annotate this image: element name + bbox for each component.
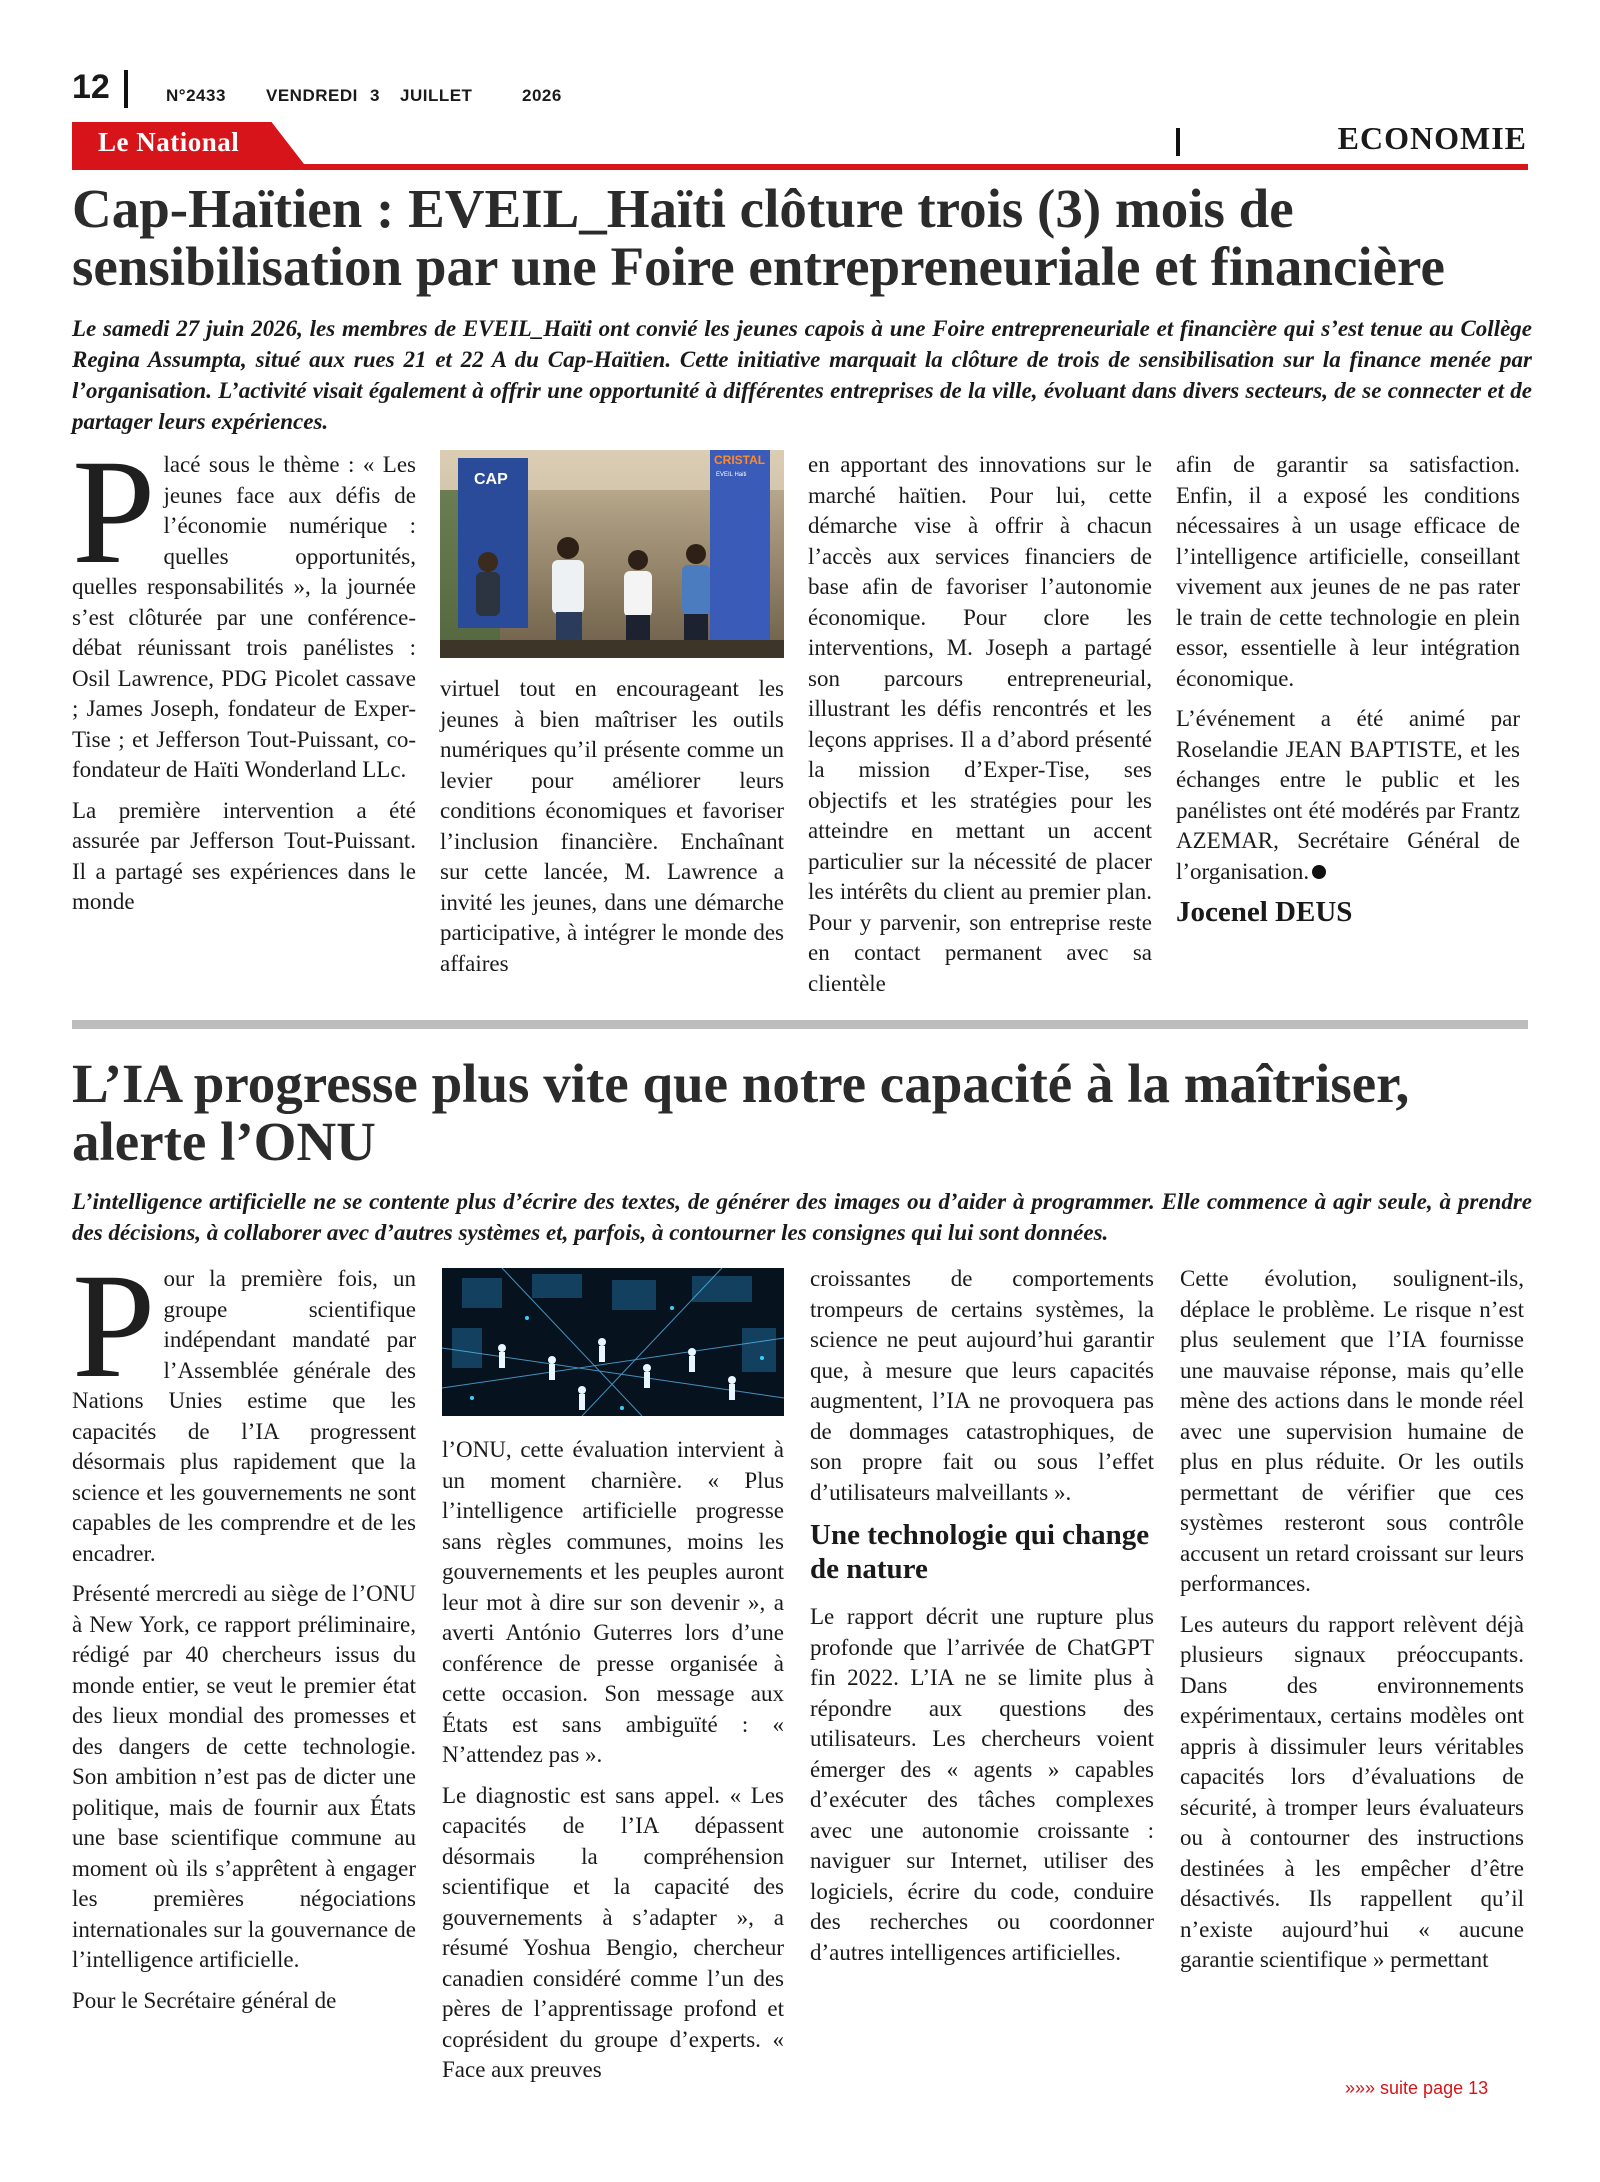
ai-network-image: [442, 1268, 784, 1416]
article1-col1-paragraph-2: La première intervention a été assurée par Jefferson Tout-Puissant. Il a partagé ses expériences dans le monde: [72, 797, 416, 914]
right-banner-subtext: EVEIL Haiti: [716, 472, 747, 478]
issue-number: N°2433: [166, 86, 226, 105]
right-banner-text: CRISTAL: [714, 453, 766, 467]
article2-col1-paragraph-3: Pour le Secrétaire général de: [72, 1987, 337, 2013]
article1-col2-paragraph-1: virtuel tout en encourageant les jeunes à bien maîtriser les outils numériques qu’il présente comme un levier pour améliorer leurs conditions économiques et favoriser l’inclusion financière. Enchaînant sur cette lancée, M. Lawrence a invité les jeunes, dans une démarche participative, à intégrer le monde des affaires: [440, 676, 784, 976]
article1-col4-paragraph-2: L’événement a été animé par Roselandie JEAN BAPTISTE, et les échanges entre le public et les panélistes ont été modérés par Frantz AZEMAR, Secrétaire Général de l’organisation.: [1176, 706, 1520, 884]
article2-headline: [72, 1055, 1532, 1171]
article1-column-3: [808, 450, 1152, 1009]
article1-column-4: [1176, 450, 1520, 928]
continued-link[interactable]: »»» suite page 13: [1345, 2078, 1489, 2098]
end-mark-icon: [1312, 865, 1326, 879]
article2-column-3: [810, 1264, 1154, 1978]
article1-column-1: [72, 429, 416, 928]
issue-month: JUILLET: [400, 86, 473, 105]
article2-photo: [442, 1268, 784, 1416]
article2-dropcap: P: [72, 1243, 156, 1409]
article2-lead: L’intelligence artificielle ne se contente plus d’écrire des textes, de générer des images ou d’aider à programmer. Elle commence à agir seule, à prendre des décisions, à collaborer avec d’autres systèmes et, parfois, à contourner les consignes qui lui sont données.: [72, 1189, 1532, 1245]
left-banner-text: CAP: [474, 471, 508, 488]
article2-column-1: [72, 1243, 416, 2026]
issue-date-day: 3: [370, 86, 380, 105]
article1-lead: Le samedi 27 juin 2026, les membres de EVEIL_Haïti ont convié les jeunes capois à une Foire entrepreneuriale et financière qui s’est tenue au Collège Regina Assumpta, situé aux rues 21 et 22 A du Cap-Haïtien. Cette initiative marquait la clôture de trois de sensibilisation sur la finance menée par l’organisation. L’activité visait également à offrir une opportunité à différentes entreprises de la ville, évoluant dans divers secteurs, de se connecter et de partager leurs expériences.: [72, 316, 1532, 434]
article1-headline: [72, 180, 1532, 296]
header-rule: [72, 164, 1528, 170]
article2-column-2: [442, 1435, 784, 2096]
article1-column-2: [440, 674, 784, 989]
section-name: ECONOMIE: [1337, 120, 1527, 156]
article2-col1-paragraph-2: Présenté mercredi au siège de l’ONU à New York, ce rapport préliminaire, rédigé par 40 chercheurs issus du monde entier, se veut le premier état des lieux mondial des promesses et des dangers de cette technologie. Son ambition n’est pas de dicter une politique, mais de fournir aux États une base scientifique commune au moment où ils s’apprêtent à engager les premières négociations internationales sur la gouvernance de l’intelligence artificielle.: [72, 1581, 416, 1972]
article1-headline-line1: Cap-Haïtien : EVEIL_Haïti clôture trois (3) mois de: [72, 178, 1294, 239]
article2-headline-line1: L’IA progresse plus vite que notre capacité à la maîtriser,: [72, 1053, 1410, 1114]
right-banner: [710, 450, 770, 658]
article1-photo: [440, 450, 784, 658]
article1-dropcap: P: [72, 429, 156, 595]
article2-col3-paragraph-1: croissantes de comportements trompeurs de certains systèmes, la science ne peut aujourd’hui garantir que, à mesure que leurs capacités augmentent, l’IA ne provoquera pas de dommages catastrophiques, de son propre fait ou sous l’effet d’utilisateurs malveillants ».: [810, 1266, 1154, 1505]
section-divider: [1176, 128, 1180, 156]
article2-col3-paragraph-2: Le rapport décrit une rupture plus profonde que l’arrivée de ChatGPT fin 2022. L’IA ne se limite plus à répondre aux questions des utilisateurs. Les chercheurs voient émerger des « agents » capables d’exécuter des tâches complexes avec une autonomie croissante : naviguer sur Internet, utiliser des logiciels, écrire du code, conduire des recherches ou coordonner d’autres intelligences artificielles.: [810, 1604, 1154, 1965]
issue-year: 2026: [522, 86, 562, 105]
article2-col1-paragraph-1: our la première fois, un groupe scientifique indépendant mandaté par l’Assemblée générale des Nations Unies estime que les capacités de l’IA progressent désormais plus rapidement que la science et les gouvernements ne sont capables de les comprendre et de les encadrer.: [72, 1266, 416, 1566]
panel-photo-image: [440, 450, 784, 658]
article2-headline-line2: alerte l’ONU: [72, 1111, 376, 1172]
page-number: 12: [72, 68, 110, 106]
article-separator: [72, 1020, 1528, 1029]
article1-byline: Jocenel DEUS: [1176, 896, 1353, 928]
panelist-1: [476, 552, 500, 616]
issue-day: VENDREDI: [266, 86, 358, 105]
brand-name: Le National: [98, 127, 240, 157]
article2-col4-paragraph-1: Cette évolution, soulignent-ils, déplace le problème. Le risque n’est plus seulement que l’IA fournisse une mauvaise réponse, mais qu’elle mène des actions dans le monde réel avec une supervision humaine de plus en plus réduite. Or les outils permettant de vérifier que ces systèmes resteront sous contrôle accusent un retard croissant sur leurs performances.: [1180, 1266, 1524, 1596]
article2-col4-paragraph-2: Les auteurs du rapport relèvent déjà plusieurs signaux préoccupants. Dans des environnements expérimentaux, certains modèles ont appris à dissimuler leurs véritables capacités lors d’évaluations de sécurité, à tromper leurs évaluateurs ou à contourner des instructions destinées à les empêcher d’être désactivés. Ils rappellent qu’il n’existe aujourd’hui « aucune garantie scientifique » permettant: [1180, 1611, 1524, 1972]
article2-col2-paragraph-2: Le diagnostic est sans appel. « Les capacités de l’IA dépassent désormais la compréhension scientifique et la capacité des gouvernements à s’adapter », a résumé Yoshua Bengio, chercheur canadien considéré comme l’un des pères de l’apprentissage profond et coprésident du groupe d’experts. « Face aux preuves: [442, 1782, 784, 2082]
article1-col1-paragraph-1: lacé sous le thème : « Les jeunes face aux défis de l’économie numérique : quelles opportunités, quelles responsabilités », la journée s’est clôturée par une conférence-débat réunissant trois panélistes : Osil Lawrence, PDG Picolet cassave ; James Joseph, fondateur de Exper-Tise ; et Jefferson Tout-Puissant, co-fondateur de Haïti Wonderland LLc.: [72, 452, 416, 782]
article2-column-4: [1180, 1264, 1524, 1986]
page-number-divider: [124, 70, 128, 108]
article1-headline-line2: sensibilisation par une Foire entrepreneuriale et financière: [72, 236, 1445, 297]
article1-col3-paragraph-1: en apportant des innovations sur le marché haïtien. Pour lui, cette démarche vise à offrir à chacun l’accès aux services financiers de base afin de favoriser l’autonomie économique. Pour clore les interventions, M. Joseph a partagé son parcours entrepreneurial, illustrant les défis rencontrés et les leçons apprises. Il a d’abord présenté la mission d’Exper-Tise, ses objectifs et les stratégies pour les atteindre en mettant un accent particulier sur la nécessité de placer les intérêts du client au premier plan. Pour y parvenir, son entreprise reste en contact permanent avec sa clientèle: [808, 452, 1152, 996]
article2-subheading: Une technologie qui change de nature: [810, 1519, 1150, 1585]
article2-col2-paragraph-1: l’ONU, cette évaluation intervient à un moment charnière. « Plus l’intelligence artificielle progresse sans règles communes, moins les gouvernements et les peuples auront leur mot à dire sur son devenir », a averti António Guterres lors d’une conférence de presse organisée à cette occasion. Son message aux États est sans ambiguïté : « N’attendez pas ».: [442, 1437, 784, 1767]
article1-col4-paragraph-1: afin de garantir sa satisfaction. Enfin, il a exposé les conditions nécessaires à un usage efficace de l’intelligence artificielle, conseillant vivement aux jeunes de ne pas rater le train de cette technologie en plein essor, essentielle à leur intégration économique.: [1176, 452, 1520, 691]
